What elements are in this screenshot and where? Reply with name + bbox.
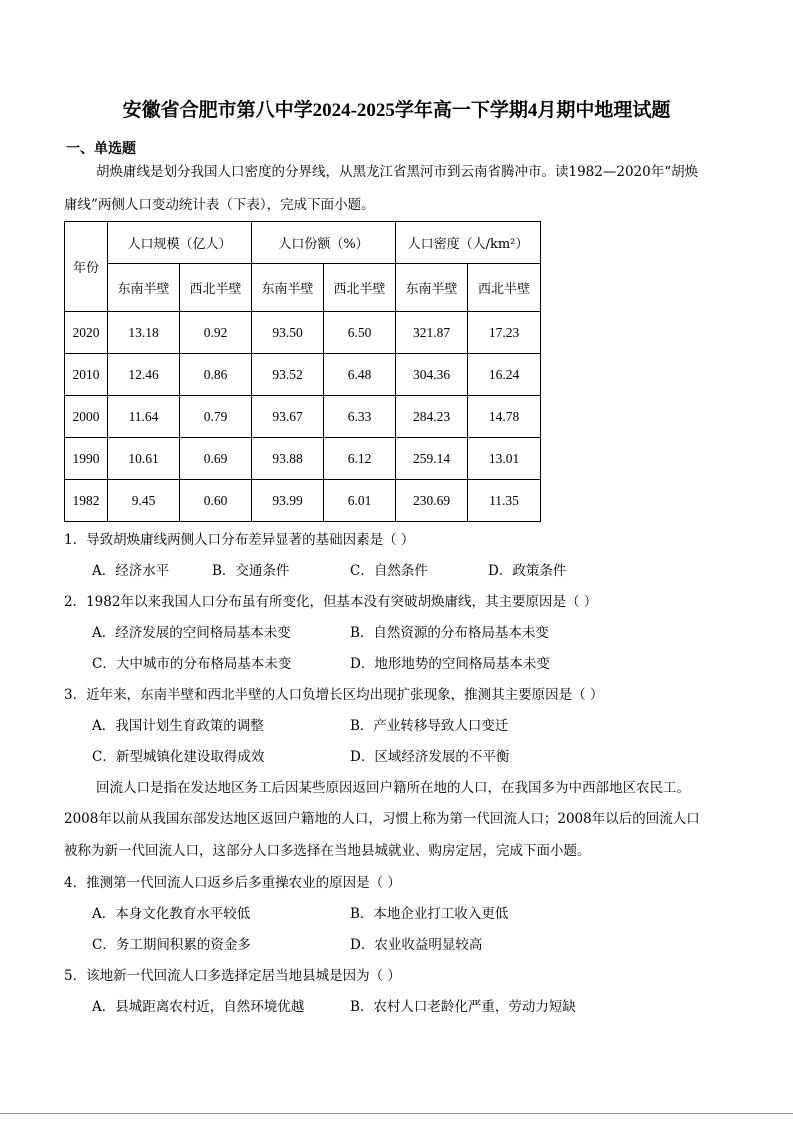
table-row bbox=[65, 312, 541, 354]
q1-option-b[interactable]: B．交通条件 bbox=[212, 563, 290, 579]
q2-option-b[interactable]: B．自然资源的分布格局基本未变 bbox=[350, 625, 549, 641]
passage-text: 回流人口是指在发达地区务工后因某些原因返回户籍所在地的人口，在我国多为中西部地区农民工。 bbox=[96, 780, 690, 796]
table-row bbox=[65, 354, 541, 396]
value-cell: 0.69 bbox=[180, 438, 252, 480]
q2-option-d[interactable]: D．地形地势的空间格局基本未变 bbox=[350, 656, 550, 672]
passage-text: 2008年以前从我国东部发达地区返回户籍地的人口，习惯上称为第一代回流人口；2008年以后的回流人口 bbox=[64, 811, 700, 827]
value-cell: 6.50 bbox=[324, 312, 396, 354]
sub-header: 东南半壁 bbox=[252, 264, 324, 312]
value-cell: 11.35 bbox=[468, 480, 541, 522]
value-cell: 10.61 bbox=[108, 438, 180, 480]
value-cell: 17.23 bbox=[468, 312, 541, 354]
value-cell: 6.48 bbox=[324, 354, 396, 396]
q2-option-c[interactable]: C．大中城市的分布格局基本未变 bbox=[92, 656, 292, 672]
q3-option-c[interactable]: C．新型城镇化建设取得成效 bbox=[92, 749, 265, 765]
passage-text: 被称为新一代回流人口，这部分人口多选择在当地县城就业、购房定居，完成下面小题。 bbox=[64, 843, 591, 859]
question-4-stem: 4．推测第一代回流人口返乡后多重操农业的原因是（ ） bbox=[64, 875, 401, 891]
year-header: 年份 bbox=[65, 222, 108, 312]
value-cell: 0.60 bbox=[180, 480, 252, 522]
value-cell: 16.24 bbox=[468, 354, 541, 396]
population-table bbox=[64, 221, 541, 522]
year-cell: 1990 bbox=[65, 438, 108, 480]
section-heading: 一、单选题 bbox=[66, 141, 136, 157]
q4-option-c[interactable]: C．务工期间积累的资金多 bbox=[92, 937, 251, 953]
value-cell: 321.87 bbox=[396, 312, 468, 354]
value-cell: 93.50 bbox=[252, 312, 324, 354]
sub-header: 西北半壁 bbox=[324, 264, 396, 312]
year-cell: 2020 bbox=[65, 312, 108, 354]
year-cell: 2010 bbox=[65, 354, 108, 396]
q1-option-a[interactable]: A．经济水平 bbox=[92, 563, 170, 579]
value-cell: 93.88 bbox=[252, 438, 324, 480]
value-cell: 6.01 bbox=[324, 480, 396, 522]
intro-text: 胡焕庸线是划分我国人口密度的分界线，从黑龙江省黑河市到云南省腾冲市。读1982—2020年“胡焕 bbox=[96, 164, 699, 180]
year-cell: 2000 bbox=[65, 396, 108, 438]
value-cell: 12.46 bbox=[108, 354, 180, 396]
group-header: 人口密度（人/km²） bbox=[396, 222, 541, 264]
value-cell: 93.67 bbox=[252, 396, 324, 438]
question-1-stem: 1．导致胡焕庸线两侧人口分布差异显著的基础因素是（ ） bbox=[64, 532, 415, 548]
q3-option-a[interactable]: A．我国计划生育政策的调整 bbox=[92, 718, 264, 734]
q4-option-a[interactable]: A．本身文化教育水平较低 bbox=[92, 906, 251, 922]
sub-header: 西北半壁 bbox=[468, 264, 541, 312]
value-cell: 6.33 bbox=[324, 396, 396, 438]
group-header: 人口份额（%） bbox=[252, 222, 396, 264]
sub-header: 西北半壁 bbox=[180, 264, 252, 312]
value-cell: 0.86 bbox=[180, 354, 252, 396]
value-cell: 14.78 bbox=[468, 396, 541, 438]
sub-header: 东南半壁 bbox=[396, 264, 468, 312]
intro-text: 庸线”两侧人口变动统计表（下表），完成下面小题。 bbox=[64, 197, 375, 213]
q3-option-d[interactable]: D．区域经济发展的不平衡 bbox=[350, 749, 510, 765]
sub-header: 东南半壁 bbox=[108, 264, 180, 312]
value-cell: 259.14 bbox=[396, 438, 468, 480]
question-3-stem: 3．近年来，东南半壁和西北半壁的人口负增长区均出现扩张现象，推测其主要原因是（ ） bbox=[64, 687, 604, 703]
value-cell: 13.18 bbox=[108, 312, 180, 354]
page-bottom-divider bbox=[0, 1113, 793, 1114]
table-row bbox=[65, 480, 541, 522]
value-cell: 93.52 bbox=[252, 354, 324, 396]
value-cell: 13.01 bbox=[468, 438, 541, 480]
value-cell: 304.36 bbox=[396, 354, 468, 396]
q3-option-b[interactable]: B．产业转移导致人口变迁 bbox=[350, 718, 509, 734]
year-cell: 1982 bbox=[65, 480, 108, 522]
q4-option-b[interactable]: B．本地企业打工收入更低 bbox=[350, 906, 509, 922]
q4-option-d[interactable]: D．农业收益明显较高 bbox=[350, 937, 483, 953]
q1-option-d[interactable]: D．政策条件 bbox=[488, 563, 567, 579]
value-cell: 6.12 bbox=[324, 438, 396, 480]
q2-option-a[interactable]: A．经济发展的空间格局基本未变 bbox=[92, 625, 291, 641]
group-header: 人口规模（亿人） bbox=[108, 222, 252, 264]
value-cell: 11.64 bbox=[108, 396, 180, 438]
q5-option-a[interactable]: A．县城距离农村近，自然环境优越 bbox=[92, 999, 305, 1015]
q5-option-b[interactable]: B．农村人口老龄化严重，劳动力短缺 bbox=[350, 999, 576, 1015]
table-row bbox=[65, 438, 541, 480]
question-5-stem: 5．该地新一代回流人口多选择定居当地县城是因为（ ） bbox=[64, 968, 401, 984]
question-2-stem: 2．1982年以来我国人口分布虽有所变化，但基本没有突破胡焕庸线，其主要原因是（ ） bbox=[64, 594, 598, 610]
page-title: 安徽省合肥市第八中学2024-2025学年高一下学期4月期中地理试题 bbox=[122, 100, 671, 121]
table-row bbox=[65, 396, 541, 438]
value-cell: 0.79 bbox=[180, 396, 252, 438]
value-cell: 284.23 bbox=[396, 396, 468, 438]
q1-option-c[interactable]: C．自然条件 bbox=[350, 563, 428, 579]
value-cell: 230.69 bbox=[396, 480, 468, 522]
value-cell: 9.45 bbox=[108, 480, 180, 522]
value-cell: 0.92 bbox=[180, 312, 252, 354]
value-cell: 93.99 bbox=[252, 480, 324, 522]
